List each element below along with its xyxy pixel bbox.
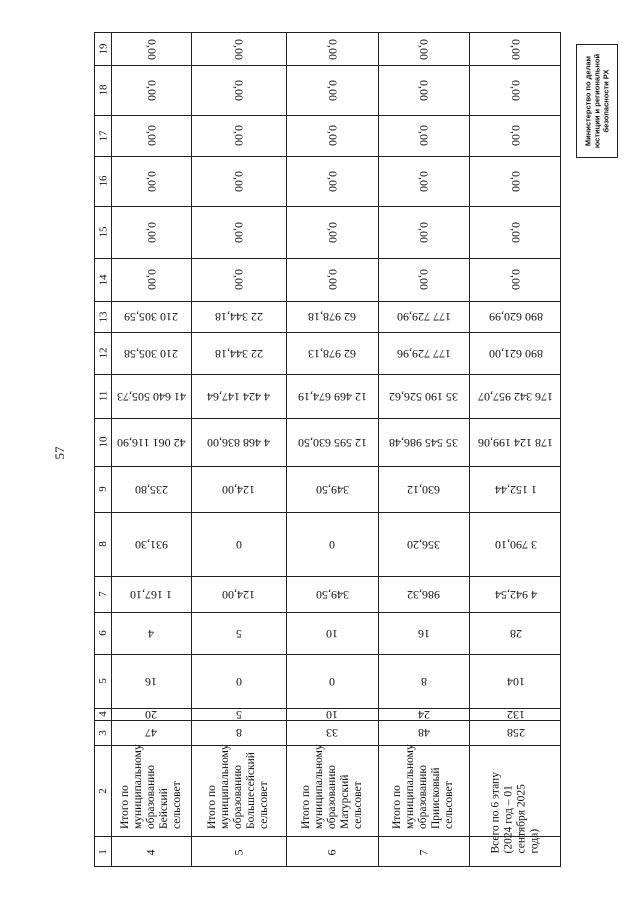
column-number-cell (95, 115, 111, 156)
value-cell (111, 576, 191, 612)
row-name-cell (111, 745, 191, 836)
value-cell (469, 115, 562, 156)
column-number-cell (95, 745, 111, 836)
value-cell (378, 654, 469, 708)
column-number: 16 (97, 175, 109, 187)
value-cell (378, 720, 469, 745)
value-cell (111, 206, 191, 258)
stamp-text: Министерство по делам юстиции и региональной безопасности РХ (583, 53, 611, 149)
cell-value: 20 (145, 707, 157, 722)
value-cell (111, 332, 191, 374)
value-cell (191, 612, 286, 654)
value-cell (286, 576, 378, 612)
column-number: 11 (97, 390, 109, 402)
row-id-cell (286, 836, 378, 868)
value-cell (191, 374, 286, 418)
cell-value: 0,00 (325, 79, 340, 101)
cell-value: 62 978,18 (308, 310, 356, 324)
cell-value: 349,50 (315, 482, 349, 497)
value-cell (191, 418, 286, 466)
column-number-cell (95, 836, 111, 868)
value-cell (111, 418, 191, 466)
value-cell (378, 258, 469, 301)
cell-value: 62 978,13 (308, 346, 356, 361)
value-cell (111, 612, 191, 654)
cell-value: 1 167,10 (130, 587, 172, 602)
value-cell (111, 301, 191, 332)
value-cell (378, 115, 469, 156)
cell-value: 210 305,59 (124, 310, 178, 324)
cell-value: 0,00 (417, 221, 431, 243)
cell-value: 931,30 (134, 537, 168, 552)
value-cell (469, 374, 562, 418)
value-cell (191, 33, 286, 65)
cell-value: 132 (506, 707, 525, 722)
cell-value: 8 (420, 674, 427, 689)
value-cell (469, 612, 562, 654)
cell-value: 5 (235, 626, 242, 641)
cell-value: 124,00 (222, 482, 255, 497)
cell-value: 0 (329, 674, 335, 689)
value-cell (469, 206, 562, 258)
column-number: 10 (97, 436, 109, 448)
row-id: 6 (324, 849, 339, 855)
value-cell (286, 708, 378, 720)
value-cell (111, 466, 191, 512)
value-cell (191, 720, 286, 745)
value-cell (469, 466, 562, 512)
value-cell (286, 33, 378, 65)
column-number: 6 (97, 630, 109, 636)
cell-value: 0,00 (325, 38, 340, 60)
value-cell (191, 156, 286, 206)
value-cell (191, 654, 286, 708)
cell-value: 22 344,18 (214, 346, 263, 361)
row-name-cell (378, 745, 469, 836)
row-id-cell (191, 836, 286, 868)
value-cell (286, 466, 378, 512)
cell-value: 0,00 (417, 269, 431, 290)
column-number: 1 (97, 849, 109, 855)
cell-value: 22 344,18 (214, 310, 263, 324)
cell-value: 0,00 (232, 125, 246, 146)
column-number-cell (95, 466, 111, 512)
ministry-stamp (576, 44, 618, 158)
value-cell (111, 654, 191, 708)
cell-value: 28 (509, 626, 522, 641)
column-number-cell (95, 206, 111, 258)
cell-value: 5 (235, 707, 242, 722)
cell-value: 35 190 526,62 (389, 389, 458, 404)
cell-value: 0 (235, 537, 242, 552)
value-cell (469, 576, 562, 612)
cell-value: 10 (326, 707, 338, 722)
cell-value: 0,00 (232, 221, 246, 243)
column-number-cell (95, 332, 111, 374)
cell-value: 0,00 (144, 221, 159, 243)
column-number: 13 (97, 311, 109, 322)
cell-value: 10 (326, 626, 338, 641)
column-number: 7 (97, 591, 109, 597)
value-cell (378, 156, 469, 206)
row-name: Итого по муниципальному образованию Матурский сельсовет (299, 744, 364, 829)
cell-value: 0,00 (144, 79, 159, 101)
value-cell (378, 206, 469, 258)
value-cell (191, 708, 286, 720)
value-cell (469, 65, 562, 115)
cell-value: 3 790,10 (494, 537, 537, 552)
value-cell (286, 258, 378, 301)
cell-value: 0,00 (509, 125, 523, 146)
cell-value: 48 (417, 726, 430, 740)
cell-value: 0,00 (417, 170, 431, 192)
value-cell (378, 418, 469, 466)
cell-value: 16 (417, 626, 430, 641)
cell-value: 258 (506, 726, 525, 740)
value-cell (286, 512, 378, 576)
column-number-cell (95, 612, 111, 654)
cell-value: 12 469 674,19 (297, 389, 367, 404)
cell-value: 0,00 (144, 38, 159, 60)
value-cell (378, 512, 469, 576)
cell-value: 4 942,54 (494, 587, 537, 602)
cell-value: 0,00 (232, 79, 246, 101)
value-cell (286, 115, 378, 156)
cell-value: 24 (417, 707, 430, 722)
cell-value: 35 545 986,48 (389, 435, 458, 450)
cell-value: 0,00 (417, 79, 431, 101)
cell-value: 178 124 199,06 (478, 435, 553, 450)
value-cell (469, 720, 562, 745)
value-cell (469, 708, 562, 720)
column-number-cell (95, 418, 111, 466)
value-cell (286, 612, 378, 654)
row-name-cell (191, 745, 286, 836)
value-cell (191, 576, 286, 612)
value-cell (111, 65, 191, 115)
value-cell (378, 708, 469, 720)
value-cell (378, 301, 469, 332)
value-cell (191, 512, 286, 576)
row-name: Всего по 6 этапу (2024 год – 01 сентября 2025 года) (489, 771, 541, 853)
value-cell (469, 418, 562, 466)
value-cell (469, 301, 562, 332)
cell-value: 0,00 (509, 79, 523, 101)
cell-value: 0,00 (232, 170, 246, 192)
cell-value: 986,32 (407, 587, 440, 602)
cell-value: 349,50 (315, 587, 349, 602)
value-cell (191, 65, 286, 115)
column-number-cell (95, 33, 111, 65)
value-cell (469, 258, 562, 301)
column-number: 5 (97, 678, 109, 684)
cell-value: 0,00 (232, 269, 246, 290)
value-cell (286, 418, 378, 466)
cell-value: 0,00 (325, 269, 340, 290)
column-number-cell (95, 720, 111, 745)
column-number: 15 (97, 226, 109, 238)
value-cell (286, 332, 378, 374)
column-number-cell (95, 258, 111, 301)
data-table (94, 32, 561, 867)
value-cell (378, 374, 469, 418)
value-cell (111, 512, 191, 576)
row-name: Итого по муниципальному образованию Бейский сельсовет (118, 744, 183, 829)
column-number-cell (95, 65, 111, 115)
cell-value: 12 595 630,50 (297, 435, 367, 450)
value-cell (111, 33, 191, 65)
cell-value: 16 (145, 674, 157, 689)
row-id: 5 (231, 849, 245, 855)
value-cell (111, 720, 191, 745)
cell-value: 47 (145, 726, 157, 740)
row-id: 4 (143, 849, 158, 855)
cell-value: 0,00 (232, 38, 246, 60)
cell-value: 0,00 (509, 269, 523, 290)
value-cell (378, 332, 469, 374)
row-name: Итого по муниципальному образованию Большесейский сельсовет (206, 744, 270, 829)
value-cell (378, 33, 469, 65)
value-cell (469, 33, 562, 65)
column-number-cell (95, 301, 111, 332)
cell-value: 4 (148, 626, 154, 641)
column-number: 4 (97, 711, 109, 717)
value-cell (191, 258, 286, 301)
cell-value: 0,00 (325, 221, 340, 243)
cell-value: 0,00 (417, 38, 431, 60)
column-number: 14 (97, 274, 109, 285)
cell-value: 210 305,58 (124, 346, 178, 361)
cell-value: 124,00 (222, 587, 255, 602)
value-cell (111, 708, 191, 720)
cell-value: 177 729,96 (396, 346, 451, 361)
page-number: 57 (52, 446, 67, 460)
cell-value: 0 (235, 674, 242, 689)
value-cell (378, 65, 469, 115)
value-cell (111, 374, 191, 418)
column-number: 17 (97, 130, 109, 141)
row-id-cell (111, 836, 191, 868)
cell-value: 8 (235, 726, 242, 740)
value-cell (191, 301, 286, 332)
value-cell (378, 466, 469, 512)
cell-value: 630,12 (407, 482, 440, 497)
cell-value: 0,00 (417, 125, 431, 146)
value-cell (286, 654, 378, 708)
value-cell (469, 654, 562, 708)
row-id: 7 (416, 849, 430, 855)
cell-value: 0,00 (325, 170, 340, 192)
cell-value: 1 152,44 (494, 482, 537, 497)
value-cell (111, 156, 191, 206)
value-cell (286, 206, 378, 258)
cell-value: 176 342 957,07 (478, 389, 553, 404)
column-number: 8 (97, 541, 109, 547)
column-number-cell (95, 512, 111, 576)
column-number-cell (95, 576, 111, 612)
value-cell (286, 65, 378, 115)
column-number-cell (95, 654, 111, 708)
column-number: 3 (97, 729, 109, 736)
cell-value: 0,00 (325, 125, 340, 146)
cell-value: 0,00 (509, 38, 523, 60)
cell-value: 890 621,00 (488, 346, 543, 361)
value-cell (286, 374, 378, 418)
cell-value: 4 468 836,00 (207, 435, 270, 450)
value-cell (469, 332, 562, 374)
cell-value: 235,80 (134, 482, 168, 497)
cell-value: 0,00 (509, 170, 523, 192)
column-number-cell (95, 156, 111, 206)
cell-value: 890 620,99 (488, 310, 543, 324)
cell-value: 42 061 116,90 (116, 435, 186, 450)
column-number-cell (95, 708, 111, 720)
value-cell (469, 512, 562, 576)
cell-value: 0,00 (144, 170, 159, 192)
row-name: Итого по муниципальному образованию Приисковый сельсовет (391, 744, 455, 829)
cell-value: 0,00 (509, 221, 523, 243)
value-cell (286, 156, 378, 206)
value-cell (111, 258, 191, 301)
value-cell (378, 576, 469, 612)
column-number: 19 (97, 43, 109, 55)
value-cell (469, 156, 562, 206)
value-cell (378, 612, 469, 654)
cell-value: 0,00 (144, 125, 159, 146)
value-cell (191, 206, 286, 258)
value-cell (286, 720, 378, 745)
cell-value: 104 (506, 674, 525, 689)
value-cell (191, 115, 286, 156)
cell-value: 177 729,90 (396, 310, 451, 324)
row-name-cell (286, 745, 378, 836)
cell-value: 0 (329, 537, 335, 552)
column-number: 2 (97, 787, 109, 794)
cell-value: 0,00 (144, 269, 159, 290)
value-cell (191, 332, 286, 374)
value-cell (286, 301, 378, 332)
column-number: 9 (97, 486, 109, 492)
cell-value: 356,20 (407, 537, 440, 552)
column-number: 12 (97, 347, 109, 359)
cell-value: 4 424 147,64 (207, 389, 270, 404)
column-number-cell (95, 374, 111, 418)
column-number: 18 (97, 84, 109, 96)
cell-value: 33 (326, 726, 338, 740)
row-name-cell (469, 745, 562, 868)
value-cell (111, 115, 191, 156)
value-cell (191, 466, 286, 512)
row-id-cell (378, 836, 469, 868)
cell-value: 41 640 505,73 (116, 389, 186, 404)
